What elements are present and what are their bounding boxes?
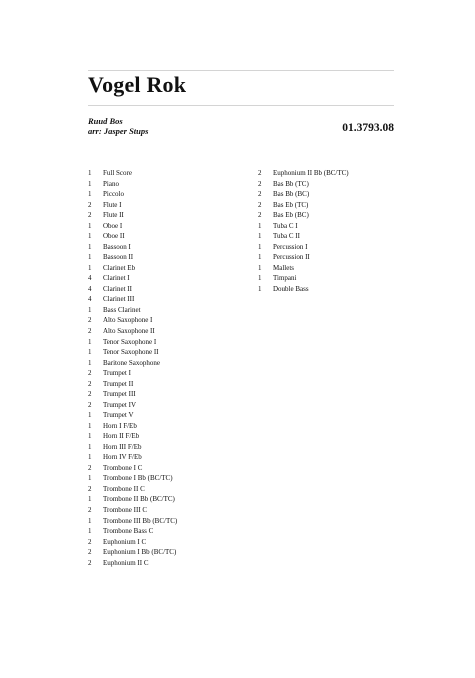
part-row: [258, 284, 398, 295]
part-row: [88, 389, 258, 400]
part-quantity: 2: [258, 169, 262, 177]
part-name: Double Bass: [273, 284, 309, 293]
part-name: Alto Saxophone II: [103, 326, 155, 335]
part-row: [88, 221, 258, 232]
part-row: [258, 179, 398, 190]
part-quantity: 1: [88, 232, 92, 241]
part-quantity: 1: [88, 348, 92, 357]
part-row: [88, 431, 258, 442]
part-name: Bas Eb (BC): [273, 211, 309, 220]
credits: [88, 116, 148, 136]
part-name: Horn I F/Eb: [103, 421, 137, 430]
part-name: Trumpet III: [103, 390, 136, 399]
part-name: Clarinet II: [103, 284, 132, 293]
part-row: [88, 379, 258, 390]
part-name: Tuba C II: [273, 232, 300, 241]
part-row: [88, 473, 258, 484]
part-quantity: 1: [88, 190, 92, 199]
part-name: Horn IV F/Eb: [103, 453, 142, 462]
part-row: [258, 210, 398, 221]
part-row: [88, 305, 258, 316]
part-name: Trumpet I: [103, 369, 131, 378]
composer-name: Ruud Bos: [88, 116, 123, 126]
part-name: Bassoon I: [103, 242, 131, 251]
part-name: Piccolo: [103, 190, 124, 199]
part-row: [88, 537, 258, 548]
part-row: [258, 168, 398, 179]
part-quantity: 1: [258, 263, 262, 272]
part-row: [88, 263, 258, 274]
part-name: Bas Bb (BC): [273, 190, 310, 199]
part-name: Alto Saxophone I: [103, 316, 153, 325]
part-name: Horn III F/Eb: [103, 442, 142, 451]
part-quantity: 2: [88, 316, 92, 325]
part-row: [88, 252, 258, 263]
part-name: Percussion I: [273, 242, 308, 251]
part-row: [88, 421, 258, 432]
arranger-name: arr: Jasper Stups: [88, 126, 149, 136]
part-quantity: 1: [88, 442, 92, 451]
part-quantity: 1: [88, 421, 92, 430]
part-row: [88, 200, 258, 211]
part-name: Euphonium II Bb (BC/TC): [273, 169, 349, 177]
part-row: [258, 221, 398, 232]
title-divider: [88, 105, 394, 106]
part-quantity: 2: [258, 211, 262, 220]
part-row: [88, 315, 258, 326]
part-name: Oboe II: [103, 232, 125, 241]
part-quantity: 1: [88, 169, 92, 177]
part-row: [88, 400, 258, 411]
part-name: Flute I: [103, 200, 122, 209]
part-name: Timpani: [273, 274, 297, 283]
part-name: Tuba C I: [273, 221, 298, 230]
part-name: Trombone III Bb (BC/TC): [103, 516, 178, 525]
part-name: Clarinet III: [103, 295, 135, 304]
part-name: Euphonium II C: [103, 558, 149, 567]
part-quantity: 1: [88, 358, 92, 367]
part-name: Oboe I: [103, 221, 123, 230]
part-quantity: 1: [88, 527, 92, 536]
part-row: [258, 189, 398, 200]
part-name: Clarinet I: [103, 274, 130, 283]
part-quantity: 1: [88, 495, 92, 504]
part-name: Baritone Saxophone: [103, 358, 160, 367]
part-row: [88, 231, 258, 242]
part-quantity: 1: [258, 284, 262, 293]
part-row: [258, 242, 398, 253]
part-row: [258, 252, 398, 263]
part-name: Tenor Saxophone I: [103, 337, 157, 346]
part-quantity: 4: [88, 284, 92, 293]
part-name: Trombone II C: [103, 484, 145, 493]
part-row: [258, 200, 398, 211]
part-row: [88, 452, 258, 463]
part-name: Euphonium I C: [103, 537, 147, 546]
part-row: [88, 463, 258, 474]
part-name: Trumpet IV: [103, 400, 136, 409]
part-quantity: 1: [88, 474, 92, 483]
parts-list-right: [258, 168, 398, 294]
part-quantity: 2: [88, 379, 92, 388]
part-quantity: 1: [258, 253, 262, 262]
part-row: [88, 547, 258, 558]
part-quantity: 2: [88, 548, 92, 557]
part-quantity: 2: [88, 326, 92, 335]
part-quantity: 1: [258, 274, 262, 283]
part-quantity: 2: [258, 179, 262, 188]
part-row: [88, 326, 258, 337]
part-quantity: 2: [88, 211, 92, 220]
part-quantity: 1: [88, 337, 92, 346]
part-row: [88, 442, 258, 453]
catalog-number: 01.3793.08: [342, 122, 394, 134]
part-row: [88, 558, 258, 569]
part-quantity: 2: [88, 400, 92, 409]
part-row: [88, 242, 258, 253]
parts-list-left: [88, 168, 258, 568]
part-quantity: 1: [88, 253, 92, 262]
part-row: [88, 494, 258, 505]
part-name: Flute II: [103, 211, 124, 220]
part-row: [88, 368, 258, 379]
part-quantity: 1: [258, 232, 262, 241]
part-name: Euphonium I Bb (BC/TC): [103, 548, 177, 557]
part-quantity: 1: [258, 221, 262, 230]
part-name: Tenor Saxophone II: [103, 348, 159, 357]
part-name: Mallets: [273, 263, 294, 272]
part-quantity: 1: [88, 242, 92, 251]
part-quantity: 1: [88, 263, 92, 272]
part-quantity: 1: [88, 411, 92, 420]
part-row: [88, 273, 258, 284]
part-row: [88, 358, 258, 369]
part-quantity: 1: [88, 305, 92, 314]
part-name: Trombone Bass C: [103, 527, 154, 536]
part-name: Bas Eb (TC): [273, 200, 309, 209]
part-quantity: 1: [88, 179, 92, 188]
part-name: Bass Clarinet: [103, 305, 141, 314]
part-name: Trombone I C: [103, 463, 143, 472]
part-row: [258, 231, 398, 242]
part-quantity: 2: [88, 463, 92, 472]
page-title: Vogel Rok: [88, 72, 187, 97]
part-quantity: 1: [88, 432, 92, 441]
part-name: Horn II F/Eb: [103, 432, 140, 441]
part-quantity: 2: [88, 506, 92, 514]
part-quantity: 1: [88, 221, 92, 230]
part-row: [88, 284, 258, 295]
part-row: [88, 347, 258, 358]
part-row: [88, 484, 258, 495]
part-name: Bas Bb (TC): [273, 179, 309, 188]
part-quantity: 1: [88, 453, 92, 462]
part-quantity: 1: [258, 242, 262, 251]
part-row: [258, 273, 398, 284]
part-name: Full Score: [103, 169, 132, 177]
part-row: [88, 168, 258, 179]
part-name: Bassoon II: [103, 253, 134, 262]
part-quantity: 2: [88, 200, 92, 209]
part-quantity: 2: [88, 390, 92, 399]
part-quantity: 2: [88, 369, 92, 378]
part-name: Percussion II: [273, 253, 310, 262]
part-row: [88, 210, 258, 221]
part-row: [258, 263, 398, 274]
part-name: Trombone II Bb (BC/TC): [103, 495, 175, 504]
part-row: [88, 505, 258, 516]
part-row: [88, 294, 258, 305]
part-name: Trumpet II: [103, 379, 134, 388]
part-row: [88, 179, 258, 190]
part-quantity: 2: [258, 200, 262, 209]
part-name: Clarinet Eb: [103, 263, 136, 272]
part-row: [88, 526, 258, 537]
part-quantity: 2: [258, 190, 262, 199]
part-quantity: 4: [88, 274, 92, 283]
part-name: Trumpet V: [103, 411, 134, 420]
part-name: Trombone III C: [103, 506, 148, 514]
part-quantity: 2: [88, 484, 92, 493]
part-row: [88, 337, 258, 348]
part-row: [88, 516, 258, 527]
part-quantity: 2: [88, 537, 92, 546]
part-quantity: 1: [88, 516, 92, 525]
part-row: [88, 410, 258, 421]
part-name: Trombone I Bb (BC/TC): [103, 474, 173, 483]
part-row: [88, 189, 258, 200]
part-quantity: 4: [88, 295, 92, 304]
part-quantity: 2: [88, 558, 92, 567]
part-name: Piano: [103, 179, 119, 188]
